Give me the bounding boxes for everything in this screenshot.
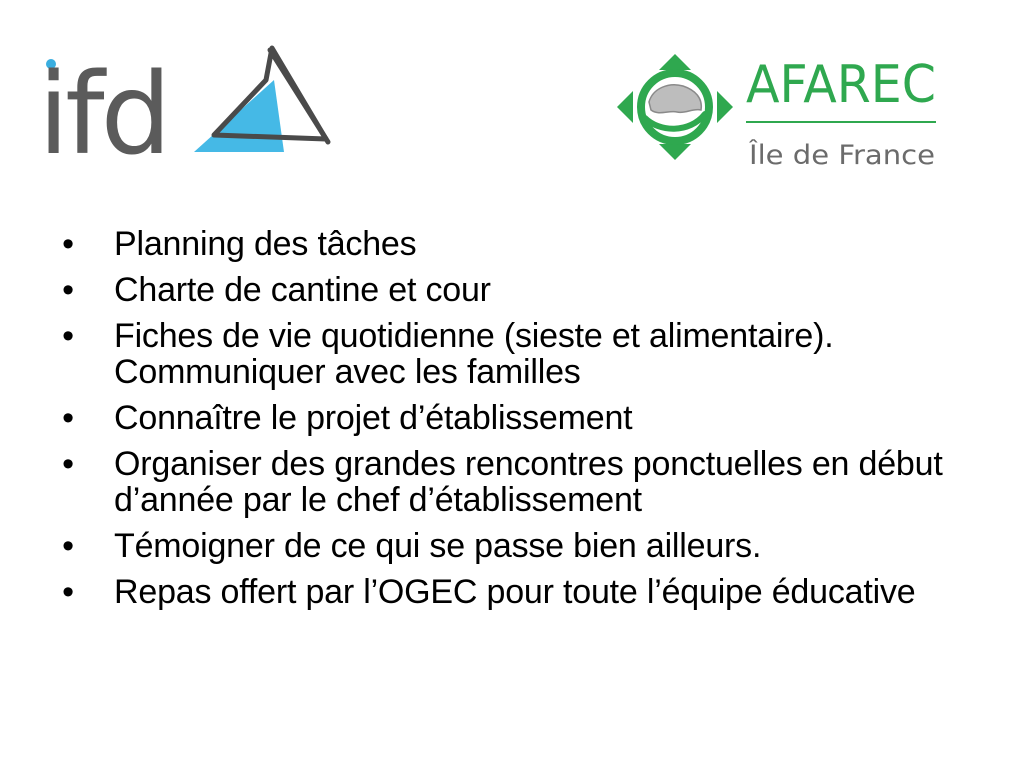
list-item — [58, 446, 958, 518]
afarec-title: AFAREC — [746, 55, 936, 115]
list-item — [58, 318, 958, 390]
bullet-text: Planning des tâches — [114, 225, 417, 263]
bullet-text: Repas offert par l’OGEC pour toute l’équipe éducative — [114, 573, 916, 611]
list-item — [58, 226, 958, 262]
afarec-logo — [615, 52, 945, 177]
ifd-logo — [38, 40, 338, 162]
list-item — [58, 528, 958, 564]
bullet-text: Charte de cantine et cour — [114, 271, 491, 309]
emblem-map-shape — [649, 85, 701, 113]
bullet-text: Organiser des grandes rencontres ponctuelles en début d’année par le chef d’établissement — [114, 445, 943, 519]
bullet-symbol: • — [62, 573, 74, 611]
bullet-symbol: • — [62, 445, 74, 483]
emblem-arrow-bottom — [659, 144, 691, 160]
bullet-symbol: • — [62, 527, 74, 565]
bullet-text: Fiches de vie quotidienne (sieste et alimentaire). Communiquer avec les familles — [114, 317, 834, 391]
ifd-logo-text: ifd — [38, 50, 168, 162]
bullet-text: Connaître le projet d’établissement — [114, 399, 633, 437]
bullet-symbol: • — [62, 271, 74, 309]
bullet-symbol: • — [62, 399, 74, 437]
list-item — [58, 574, 958, 610]
list-item — [58, 272, 958, 308]
bullet-text: Témoigner de ce qui se passe bien ailleurs. — [114, 527, 762, 565]
bullet-list — [58, 226, 958, 620]
afarec-emblem — [617, 54, 733, 160]
bullet-symbol: • — [62, 317, 74, 355]
emblem-arrow-left — [617, 91, 633, 123]
ifd-triangle-fill — [194, 80, 284, 152]
afarec-subtitle: Île de France — [749, 140, 922, 171]
emblem-arrow-right — [717, 91, 733, 123]
list-item — [58, 400, 958, 436]
emblem-swoosh — [645, 114, 705, 129]
bullet-symbol: • — [62, 225, 74, 263]
emblem-arrow-top — [659, 54, 691, 70]
